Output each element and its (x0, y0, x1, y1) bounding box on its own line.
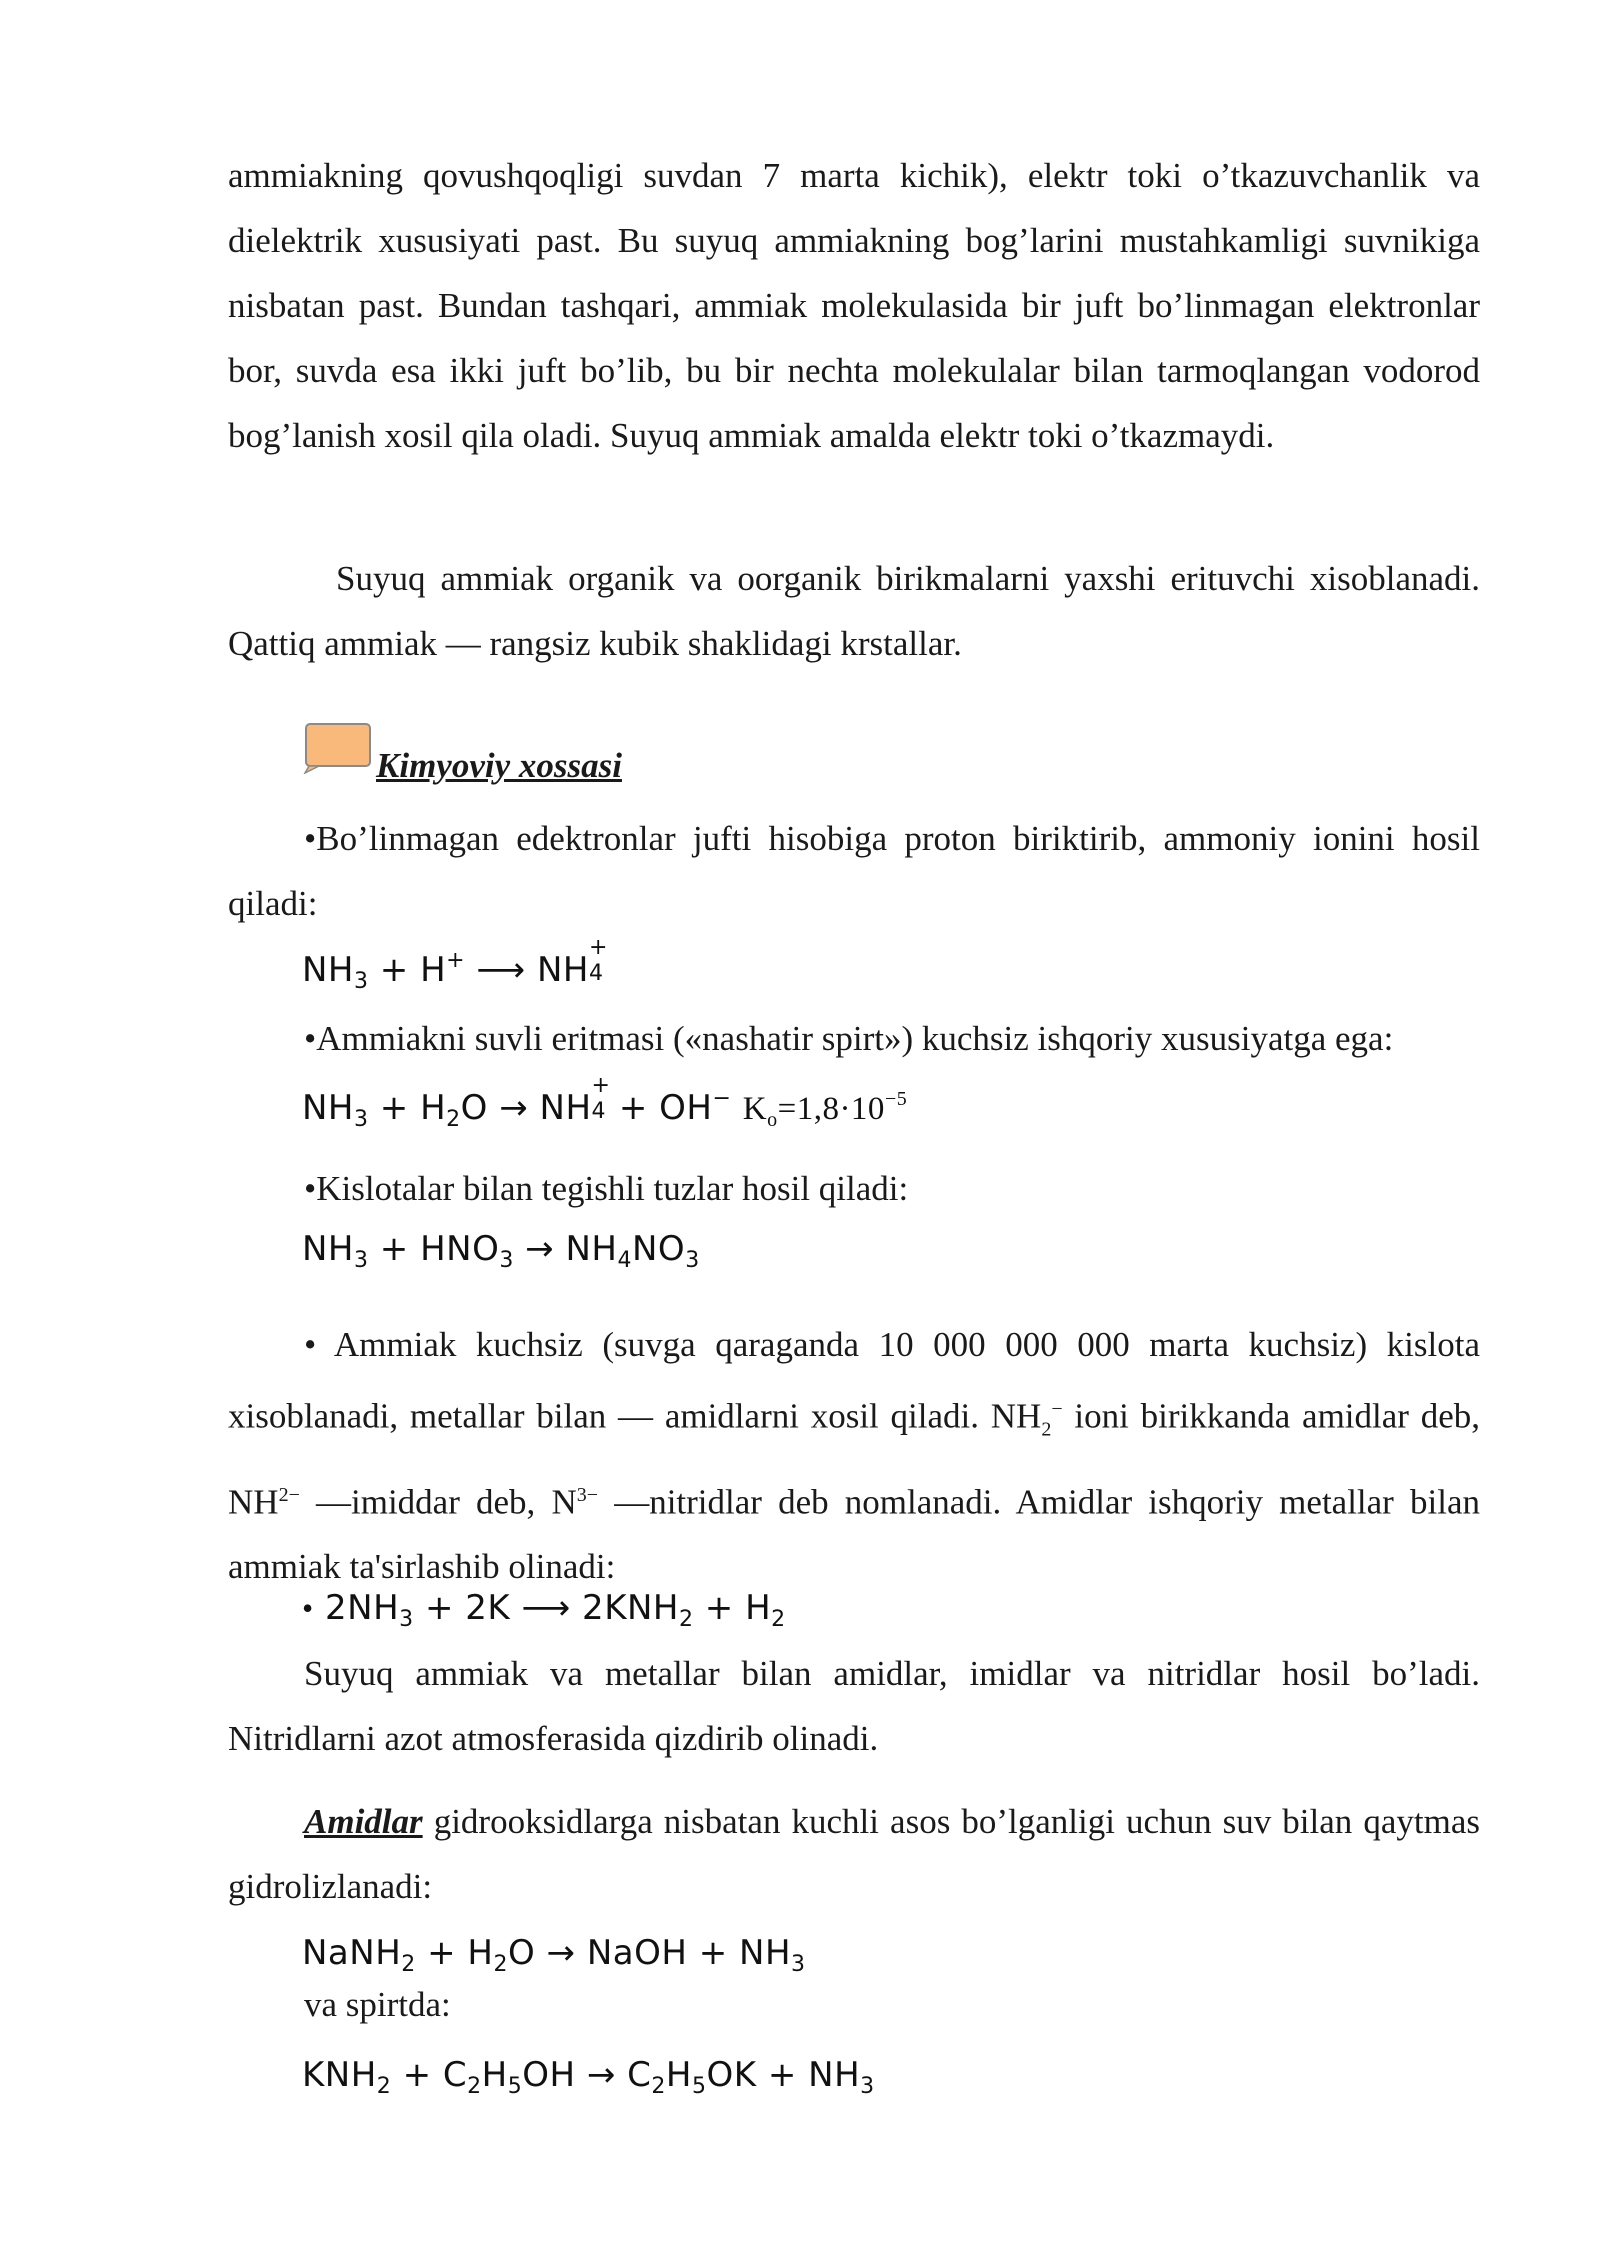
equation-potassium-amide: • $2NH_3 + 2K$ ⟶ $2KNH_2 + H_2$ (302, 1588, 786, 1632)
text-in-alcohol: va spirtda: (304, 1985, 451, 2024)
bullet-ammonia-solution: •Ammiakni suvli eritmasi («nashatir spirt») kuchsiz ishqoriy xususiyatga ega: (304, 1019, 1394, 1058)
bullet-proton: •Bo’linmagan edektronlar jufti hisobiga proton biriktirib, ammoniy ionini hosil qiladi: (228, 819, 1480, 923)
equation-ethoxide: $KNH_2 + C_2H_5OH \to C_2H_5OK + NH_3$ (302, 2055, 875, 2099)
equilibrium-constant: $K_o=1,8\cdot 10^{-5}$ (742, 1088, 908, 1131)
amidlar-term: Amidlar (304, 1802, 423, 1841)
paragraph-solvent: Suyuq ammiak organik va oorganik birikmalarni yaxshi erituvchi xisoblanadi. Qattiq ammiak — rangsiz kubik shaklidagi krstallar. (228, 559, 1480, 663)
paragraph-amides-hydrolysis: Amidlar gidrooksidlarga nisbatan kuchli asos bo’lganligi uchun suv bilan qaytmas gidrolizlanadi: (228, 1802, 1480, 1906)
equation-sodium-amide: NaNH$_2$ + $H_2O$ → NaOH + $NH_3$ (302, 1933, 806, 1977)
section-heading: Kimyoviy xossasi (376, 746, 622, 785)
bullet-acids: •Kislotalar bilan tegishli tuzlar hosil qiladi: (304, 1169, 909, 1208)
note-comment-icon[interactable] (303, 722, 373, 774)
bullet-amides: • Ammiak kuchsiz (suvga qaraganda 10 000 000 000 marta kuchsiz) kislota xisoblanadi, metallar bilan — amidlarni xosil qiladi. $NH_2^-$ ioni birikkanda amidlar deb, $NH^{2-}$ —imiddar deb, $N^{3-}$ —nitridlar deb nomlanadi. Amidlar ishqoriy metallar bilan ammiak ta'sirlashib olinadi: (228, 1325, 1481, 1587)
equation-ammonium: $NH_3 + H^+$ ⟶ NH + 4 (302, 935, 608, 994)
paragraph-nitrides: Suyuq ammiak va metallar bilan amidlar, imidlar va nitridlar hosil bo’ladi. Nitridlarni azot atmosferasida qizdirib olinadi. (228, 1654, 1480, 1758)
equation-hydrolysis: $NH_3 + H_2O$ → NH + 4 + OH− $K_o=1,8\cdot 10^{-5}$ (302, 1073, 908, 1132)
equation-nitrate: $NH_3 + HNO_3 \to NH_4NO_3$ (302, 1229, 700, 1273)
paragraph-viscosity: ammiakning qovushqoqligi suvdan 7 marta kichik), elektr toki o’tkazuvchanlik va dielektrik xususiyati past. Bu suyuq ammiakning bog’larini mustahkamligi suvnikiga nisbatan past. Bundan tashqari, ammiak molekulasida bir juft bo’linmagan elektronlar bor, suvda esa ikki juft bo’lib, bu bir nechta molekulalar bilan tarmoqlangan vodorod bog’lanish xosil qila oladi. Suyuq ammiak amalda elektr toki o’tkazmaydi. (228, 156, 1480, 455)
